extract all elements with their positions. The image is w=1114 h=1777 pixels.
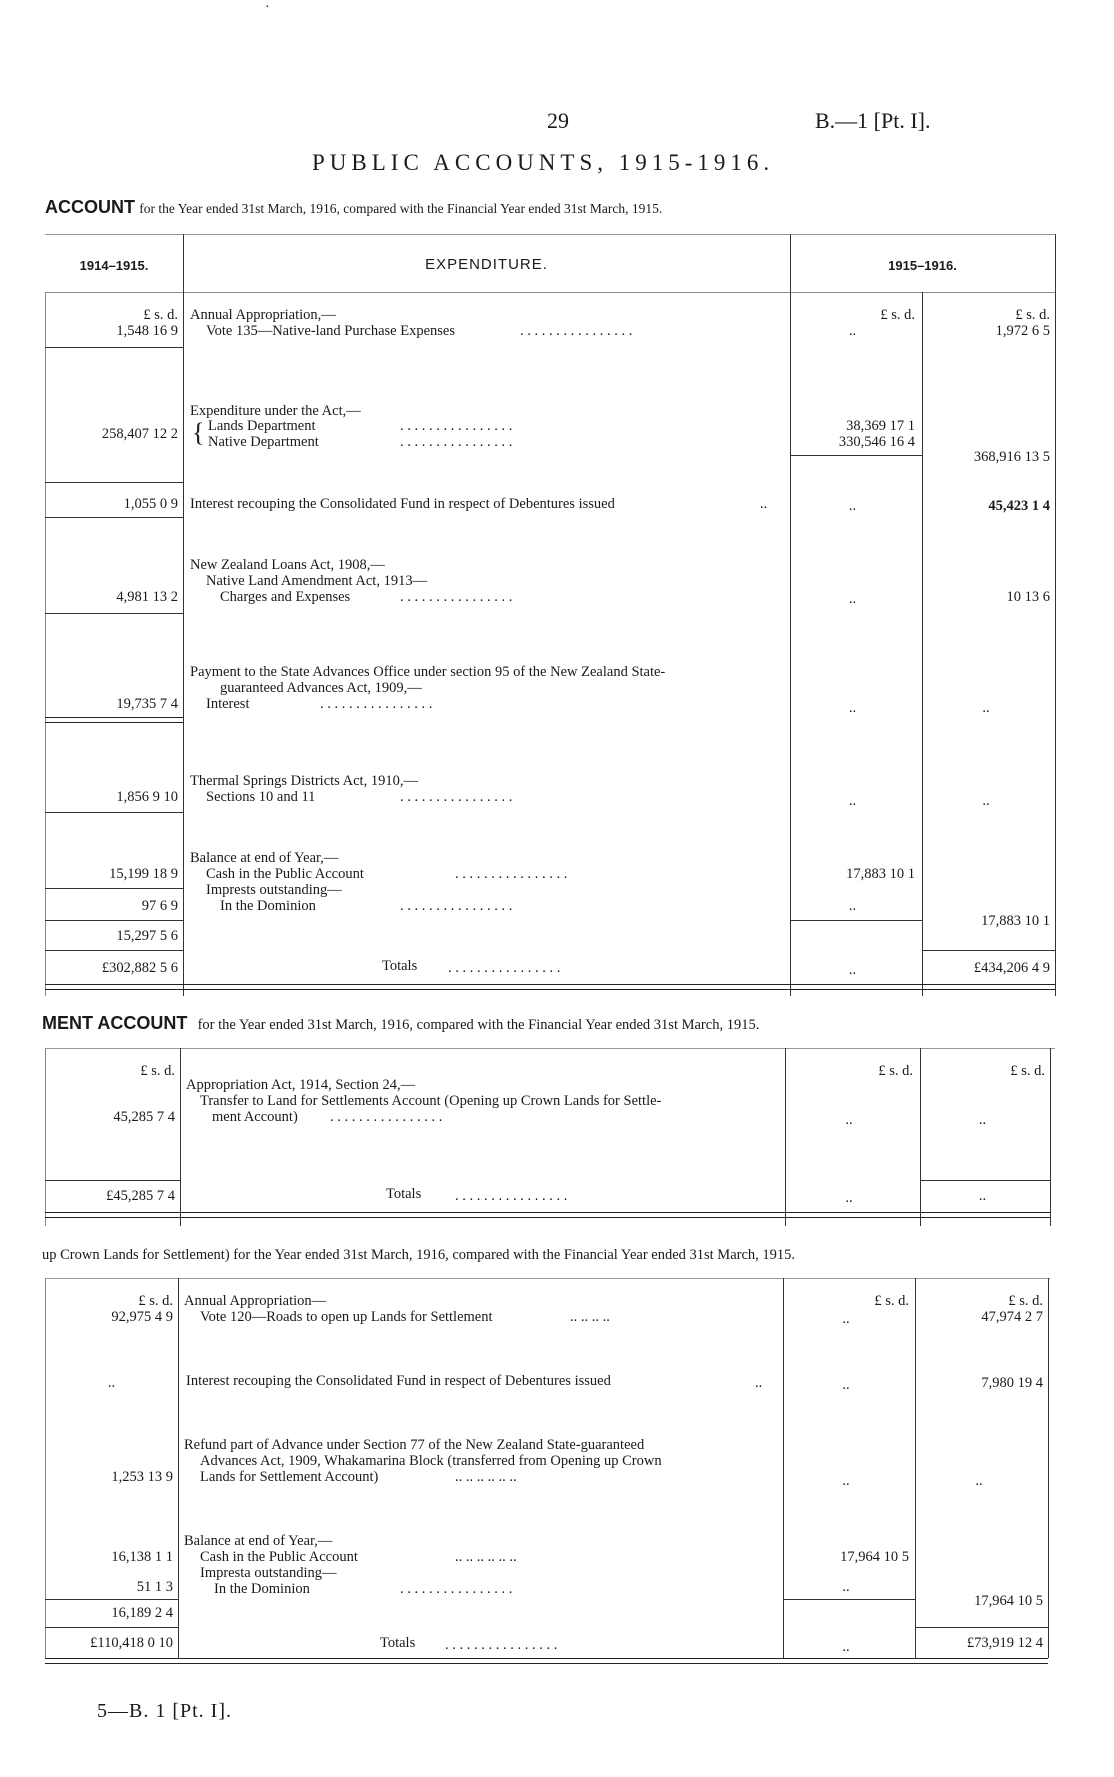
s1-total-mid: .. (848, 962, 857, 978)
s1-r1-line1: Annual Appropriation,— (190, 307, 336, 323)
s2-r1-line2: Transfer to Land for Settlements Account (Opening up Crown Lands for Settle- (200, 1093, 662, 1109)
s1-r7-prev-total: 15,297 5 6 (116, 928, 178, 944)
s1-r2-brace: { (192, 418, 205, 447)
s3-r3-mid: .. (842, 1473, 850, 1489)
s1-r2-line3: Native Department (208, 434, 319, 450)
s1-r4-leaders: . . . . . . . . . . . . . . . . (400, 589, 513, 605)
s3-r1-line1: Annual Appropriation— (184, 1293, 327, 1309)
s3-r4-prev-total: 16,189 2 4 (111, 1605, 173, 1621)
s2-currency-mid: £ s. d. (878, 1063, 913, 1079)
s1-r1-mid: .. (848, 323, 857, 339)
s2-currency-left: £ s. d. (140, 1063, 175, 1079)
s1-r6-leaders: . . . . . . . . . . . . . . . . (400, 789, 513, 805)
s3-currency-right: £ s. d. (1008, 1293, 1043, 1309)
s1-r2-prev: 258,407 12 2 (101, 426, 178, 442)
section1-heading-bold: ACCOUNT (45, 197, 135, 217)
s3-r2-mid: .. (842, 1377, 850, 1393)
s3-r2-line1: Interest recouping the Consolidated Fund in respect of Debentures issued (186, 1373, 611, 1389)
s3-r4-rule-b (45, 1627, 178, 1628)
s3-r3-line1: Refund part of Advance under Section 77 of the New Zealand State-guaranteed (184, 1437, 645, 1453)
s3-r4-mid-impress: .. (842, 1579, 850, 1595)
s1-total-leaders: . . . . . . . . . . . . . . . . (448, 960, 561, 976)
s3-r4-prev-cash: 16,138 1 1 (111, 1549, 173, 1565)
stray-dot: · (265, 0, 270, 15)
s3-r1-curr: 47,974 2 7 (981, 1309, 1043, 1325)
section1-left-edge (45, 292, 46, 996)
section1-col-divider-right (922, 292, 923, 996)
s1-r6-prev: 1,856 9 10 (116, 789, 178, 805)
s1-r3-mid: .. (848, 498, 857, 514)
s2-total-label: Totals (386, 1186, 422, 1202)
s2-r1-line3: ment Account) (212, 1109, 298, 1125)
s2-total-double-rule (45, 1212, 1050, 1218)
s1-total-prev: £302,882 5 6 (101, 960, 178, 976)
s3-r2-prev: .. (107, 1375, 116, 1391)
section1-heading-text: for the Year ended 31st March, 1916, compared with the Financial Year ended 31st March, 1915. (139, 201, 663, 216)
page-number: 29 (547, 108, 569, 133)
s2-rule-curr (920, 1180, 1050, 1181)
s1-r2-leaders1: . . . . . . . . . . . . . . . . (400, 418, 513, 434)
document-reference: B.—1 [Pt. I]. (815, 108, 931, 133)
section2-heading (42, 1013, 759, 1034)
s2-r1-prev: 45,285 7 4 (113, 1109, 175, 1125)
s1-r7-mid-impress: .. (848, 898, 857, 914)
s3-r1-mid: .. (842, 1311, 850, 1327)
section3-col-divider-mid (783, 1278, 784, 1658)
s1-total-curr: £434,206 4 9 (973, 960, 1050, 976)
s1-r2-mid-rule (790, 455, 922, 456)
s2-rule-prev (45, 1180, 180, 1181)
s3-r4-leaders1: .. .. .. .. .. .. (455, 1549, 517, 1565)
s3-r3-curr: .. (975, 1473, 983, 1489)
section3-col-divider-left (178, 1278, 179, 1658)
s2-total-mid: .. (845, 1190, 853, 1206)
s2-currency-right: £ s. d. (1010, 1063, 1045, 1079)
currency-header-right: £ s. d. (1015, 307, 1050, 323)
s1-r2-leaders2: . . . . . . . . . . . . . . . . (400, 434, 513, 450)
s1-r5-curr: .. (982, 700, 990, 716)
s3-currency-mid: £ s. d. (874, 1293, 909, 1309)
section3-heading: up Crown Lands for Settlement) for the Year ended 31st March, 1916, compared with the Financial Year ended 31st March, 1915. (42, 1247, 796, 1263)
s1-r7-mid-rule (790, 920, 922, 921)
s1-total-double-rule (45, 984, 1055, 990)
s1-total-label: Totals (382, 958, 418, 974)
s1-r7-line3: Imprests outstanding— (206, 882, 342, 898)
s1-r7-line4: In the Dominion (220, 898, 316, 914)
s3-total-curr: £73,919 12 4 (966, 1635, 1043, 1651)
s3-r3-line3: Lands for Settlement Account) (200, 1469, 379, 1485)
s1-r2-line1: Expenditure under the Act,— (190, 403, 361, 419)
s1-r5-line3: Interest (206, 696, 250, 712)
s3-r4-line1: Balance at end of Year,— (184, 1533, 333, 1549)
s1-r4-line2: Native Land Amendment Act, 1913— (206, 573, 428, 589)
s2-total-prev: £45,285 7 4 (106, 1188, 175, 1204)
footer-reference: 5—B. 1 [Pt. I]. (97, 1700, 232, 1722)
s1-r3-line1: Interest recouping the Consolidated Fund in respect of Debentures issued (190, 496, 615, 512)
s3-r1-leaders: .. .. .. .. (570, 1309, 610, 1325)
s2-total-curr: .. (978, 1188, 987, 1204)
s1-r4-line1: New Zealand Loans Act, 1908,— (190, 557, 385, 573)
s1-r5-leaders: . . . . . . . . . . . . . . . . (320, 696, 433, 712)
s1-r7-rule-c (45, 950, 183, 951)
s1-r7-line2: Cash in the Public Account (206, 866, 364, 882)
s2-total-leaders: . . . . . . . . . . . . . . . . (455, 1188, 568, 1204)
s1-r5-rule (45, 717, 183, 723)
s1-r6-curr: .. (982, 793, 990, 809)
s1-r1-curr: 1,972 6 5 (995, 323, 1050, 339)
section2-heading-text: for the Year ended 31st March, 1916, compared with the Financial Year ended 31st March, 1915. (197, 1017, 760, 1033)
page-title: PUBLIC ACCOUNTS, 1915-1916. (312, 150, 775, 175)
s1-r6-line2: Sections 10 and 11 (206, 789, 316, 805)
col-header-expenditure: EXPENDITURE. (425, 256, 548, 273)
s1-r7-line1: Balance at end of Year,— (190, 850, 339, 866)
section1-top-rule (45, 234, 1055, 235)
currency-header-left: £ s. d. (143, 307, 178, 323)
s3-r1-prev: 92,975 4 9 (111, 1309, 173, 1325)
s1-r3-curr: 45,423 1 4 (988, 498, 1050, 514)
s1-r2-mid1: 38,369 17 1 (846, 418, 915, 434)
s1-r4-prev: 4,981 13 2 (116, 589, 178, 605)
s1-r1-leaders: . . . . . . . . . . . . . . . . (520, 323, 633, 339)
s3-total-mid: .. (842, 1639, 850, 1655)
section3-right-edge (1048, 1278, 1049, 1658)
s3-currency-left: £ s. d. (138, 1293, 173, 1309)
s3-r4-prev-impress: 51 1 3 (136, 1579, 173, 1595)
s1-r2-curr: 368,916 13 5 (973, 449, 1050, 465)
s3-r4-rule-a (45, 1599, 178, 1600)
s1-r7-curr-rule (922, 950, 1055, 951)
s3-r4-leaders2: . . . . . . . . . . . . . . . . (400, 1581, 513, 1597)
s3-r4-curr: 17,964 10 5 (974, 1593, 1043, 1609)
s3-total-prev: £110,418 0 10 (90, 1635, 173, 1651)
s1-r7-mid-cash: 17,883 10 1 (846, 866, 915, 882)
s3-r3-prev: 1,253 13 9 (111, 1469, 173, 1485)
section1-heading (45, 197, 662, 218)
section1-col-divider-left (183, 234, 184, 996)
s3-r1-line2: Vote 120—Roads to open up Lands for Settlement (200, 1309, 493, 1325)
s3-r4-mid-rule (783, 1599, 915, 1600)
col-header-1914: 1914–1915. (79, 258, 149, 273)
s1-r4-rule (45, 613, 183, 614)
section1-right-edge (1055, 234, 1056, 996)
s3-total-double-rule (45, 1658, 1048, 1664)
section2-top-rule (45, 1048, 1055, 1049)
s1-r1-rule (45, 347, 183, 348)
s1-r3-prev: 1,055 0 9 (123, 496, 178, 512)
s1-r5-line1: Payment to the State Advances Office under section 95 of the New Zealand State- (190, 664, 666, 680)
section3-left-edge (45, 1278, 46, 1658)
s1-r3-leaders: .. (760, 496, 768, 512)
s1-r6-line1: Thermal Springs Districts Act, 1910,— (190, 773, 418, 789)
section2-heading-bold: MENT ACCOUNT (42, 1013, 188, 1033)
s1-r7-rule-b (45, 920, 183, 921)
s2-r1-line1: Appropriation Act, 1914, Section 24,— (186, 1077, 416, 1093)
section2-col-divider-left (180, 1048, 181, 1226)
s1-r1-prev: 1,548 16 9 (116, 323, 178, 339)
s3-r2-curr: 7,980 19 4 (981, 1375, 1043, 1391)
s1-r2-rule (45, 482, 183, 483)
s2-r1-leaders: . . . . . . . . . . . . . . . . (330, 1109, 443, 1125)
s1-r6-mid: .. (848, 793, 857, 809)
s3-total-label: Totals (380, 1635, 416, 1651)
section3-top-rule (45, 1278, 1050, 1279)
s3-r4-line2: Cash in the Public Account (200, 1549, 358, 1565)
s1-r7-prev-impress: 97 6 9 (141, 898, 178, 914)
s3-r2-leaders: .. (755, 1375, 763, 1391)
s1-r5-prev: 19,735 7 4 (116, 696, 178, 712)
s3-r3-leaders: .. .. .. .. .. .. (455, 1469, 517, 1485)
s3-r3-line2: Advances Act, 1909, Whakamarina Block (transferred from Opening up Crown (200, 1453, 662, 1469)
s1-r4-line3: Charges and Expenses (220, 589, 351, 605)
s1-r7-leaders2: . . . . . . . . . . . . . . . . (400, 898, 513, 914)
s1-r4-curr: 10 13 6 (1006, 589, 1050, 605)
s1-r5-mid: .. (848, 700, 857, 716)
section2-right-edge (1050, 1048, 1051, 1226)
s3-total-leaders: . . . . . . . . . . . . . . . . (445, 1637, 558, 1653)
s1-r2-mid2: 330,546 16 4 (838, 434, 915, 450)
s1-r7-rule-a (45, 888, 183, 889)
section1-header-rule (45, 292, 1055, 293)
s3-r4-line4: In the Dominion (214, 1581, 310, 1597)
s2-r1-mid: .. (845, 1112, 853, 1128)
s1-r7-curr: 17,883 10 1 (981, 913, 1050, 929)
s1-r5-line2: guaranteed Advances Act, 1909,— (220, 680, 422, 696)
s3-r4-line3: Impresta outstanding— (200, 1565, 337, 1581)
s1-r1-line2: Vote 135—Native-land Purchase Expenses (206, 323, 455, 339)
s1-r2-line2: Lands Department (208, 418, 316, 434)
s3-r4-mid-cash: 17,964 10 5 (840, 1549, 909, 1565)
s2-r1-curr: .. (978, 1112, 987, 1128)
col-header-1915: 1915–1916. (888, 258, 957, 273)
s1-r4-mid: .. (848, 591, 857, 607)
s1-r3-rule (45, 517, 183, 518)
currency-header-mid: £ s. d. (880, 307, 915, 323)
s1-r7-leaders1: . . . . . . . . . . . . . . . . (455, 866, 568, 882)
s1-r6-rule (45, 812, 183, 813)
s3-r4-curr-rule (915, 1627, 1048, 1628)
s1-r7-prev-cash: 15,199 18 9 (109, 866, 178, 882)
